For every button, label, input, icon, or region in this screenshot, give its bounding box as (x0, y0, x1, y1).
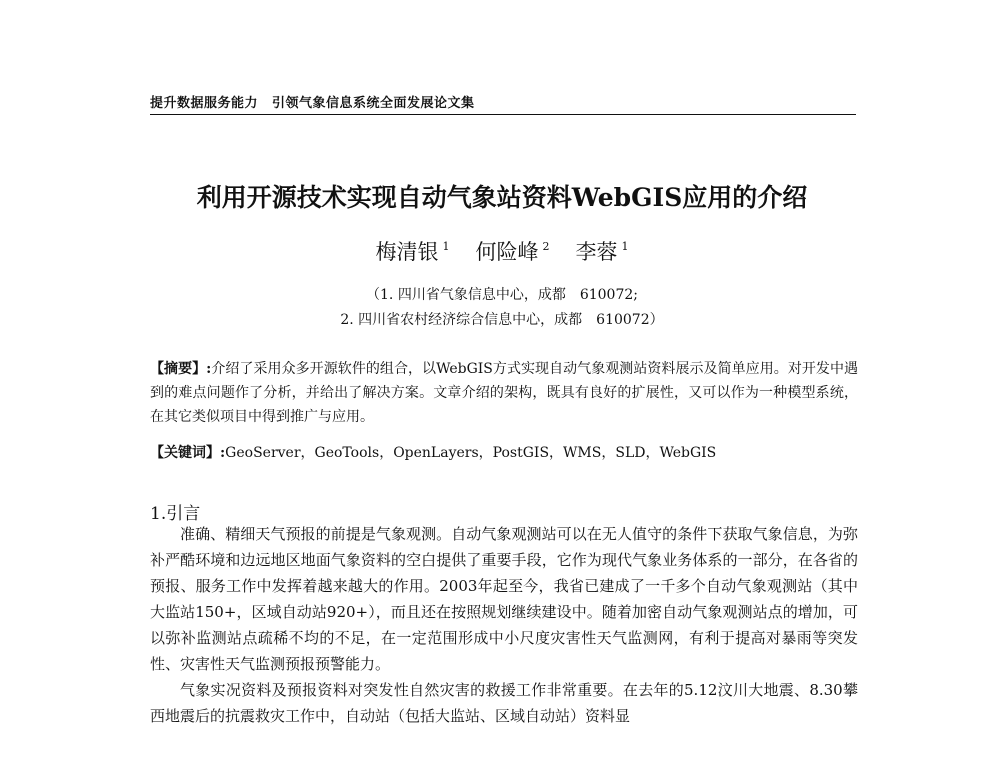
body-paragraph: 气象实况资料及预报资料对突发性自然灾害的救援工作非常重要。在去年的5.12汶川大地震、8.30攀西地震后的抗震救灾工作中，自动站（包括大监站、区域自动站）资料显 (150, 681, 858, 725)
affiliation-mark: 1 (442, 240, 450, 253)
affiliation-mark: 2 (542, 240, 550, 253)
keywords-label: 【关键词】: (150, 445, 226, 461)
abstract (150, 357, 858, 429)
author (376, 240, 450, 264)
running-header-right: 引领气象信息系统全面发展论文集 (272, 96, 475, 111)
body-paragraph: 准确、精细天气预报的前提是气象观测。自动气象观测站可以在无人值守的条件下获取气象信息，为弥补严酷环境和边远地区地面气象资料的空白提供了重要手段，它作为现代气象业务体系的一部分，在各省的预报、服务工作中发挥着越来越大的作用。2003年起至今，我省已建成了一千多个自动气象观测站（其中大监站150+，区域自动站920+），而且还在按照规划继续建设中。随着加密自动气象观测站点的增加，可以弥补监测站点疏稀不均的不足，在一定范围形成中小尺度灾害性天气监测网，有利于提高对暴雨等突发性、灾害性天气监测预报预警能力。 (150, 525, 858, 673)
author-name: 梅清银 (375, 240, 439, 264)
section-heading: 1.引言 (150, 504, 201, 524)
running-header (150, 92, 854, 111)
keywords-text: GeoServer，GeoTools，OpenLayers，PostGIS，WMS，SLD，WebGIS (225, 445, 717, 461)
section-body (150, 521, 858, 729)
header-rule (150, 114, 856, 115)
affiliation-1: （1. 四川省气象信息中心，成都 610072; (366, 287, 638, 303)
author (576, 240, 629, 264)
author-list (150, 236, 854, 266)
keywords (150, 442, 858, 462)
affiliation-mark: 1 (621, 240, 629, 253)
author-name: 何险峰 (475, 240, 539, 264)
author-name: 李蓉 (575, 240, 618, 264)
affiliation-2: 2. 四川省农村经济综合信息中心，成都 610072） (340, 312, 664, 328)
author (476, 240, 550, 264)
running-header-left: 提升数据服务能力 (150, 96, 259, 111)
abstract-text: 介绍了采用众多开源软件的组合，以WebGIS方式实现自动气象观测站资料展示及简单应用。对开发中遇到的难点问题作了分析，并给出了解决方案。文章介绍的架构，既具有良好的扩展性，又可以作为一种模型系统，在其它类似项目中得到推广与应用。 (150, 361, 858, 425)
paper-title: 利用开源技术实现自动气象站资料WebGIS应用的介绍 (196, 183, 808, 212)
abstract-label: 【摘要】: (150, 361, 212, 377)
